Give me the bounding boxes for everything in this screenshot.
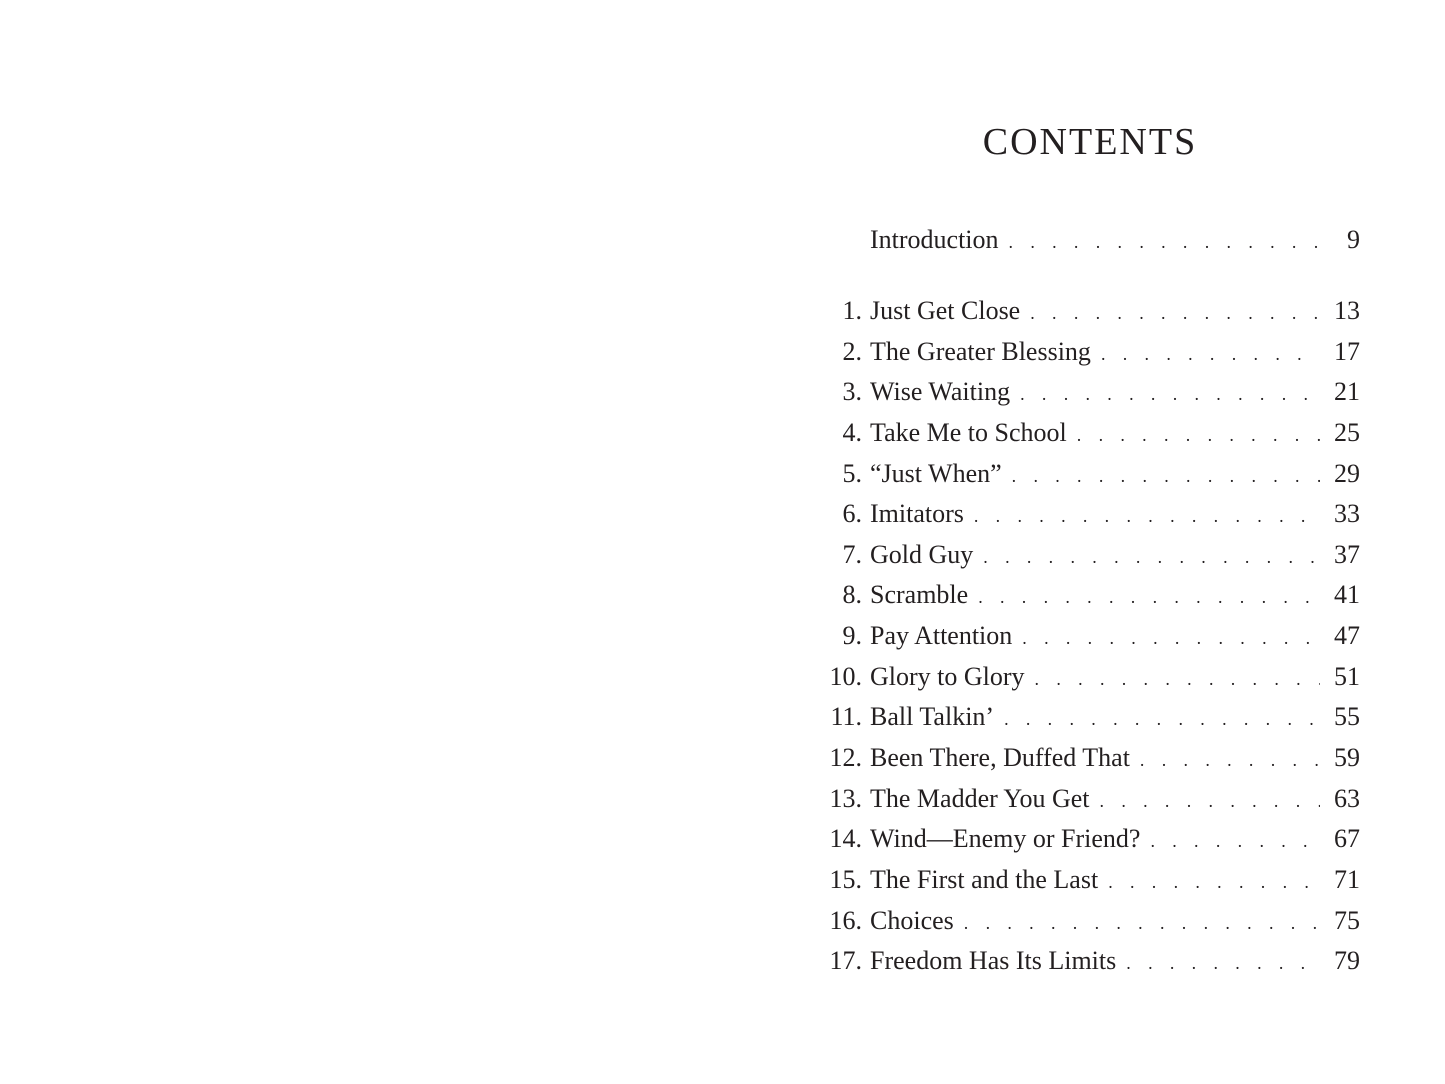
toc-entry-label: Pay Attention [870,621,1013,650]
toc-entry [820,741,1360,775]
toc-entry-page: 9 [1347,225,1360,254]
toc-entry-page: 25 [1334,418,1360,447]
dot-leader [1126,946,1320,980]
dot-leader [1012,459,1320,493]
toc-entry-page: 37 [1334,540,1360,569]
toc-entry-label: Take Me to School [870,418,1067,447]
toc-entry-number: 5. [842,459,862,488]
toc-entry [820,416,1360,450]
toc-entry-number: 2. [842,337,862,366]
toc-entry-number: 7. [842,540,862,569]
toc-entry-introduction [820,223,1360,257]
toc-entry-label: “Just When” [870,459,1002,488]
toc-entry-page: 75 [1334,906,1360,935]
toc-entry-number: 14. [829,824,862,853]
dot-leader [1004,702,1320,736]
dot-leader [1009,225,1320,259]
toc-entry [820,782,1360,816]
toc-entry-page: 59 [1334,743,1360,772]
toc-entry-label: Gold Guy [870,540,974,569]
toc-entry-page: 71 [1334,865,1360,894]
toc-entry-page: 13 [1334,296,1360,325]
toc-entry [820,335,1360,369]
toc-entry-page: 63 [1334,784,1360,813]
dot-leader [974,499,1320,533]
toc-entry-number: 9. [842,621,862,650]
dot-leader [1035,662,1320,696]
toc-entry [820,375,1360,409]
toc-entry-label: Introduction [870,225,999,254]
toc-entry-page: 67 [1334,824,1360,853]
dot-leader [978,580,1320,614]
toc-entry-label: Scramble [870,580,969,609]
toc-entry [820,660,1360,694]
toc-entry-page: 51 [1334,662,1360,691]
toc-entry-number: 17. [829,946,862,975]
toc-entry-number: 11. [830,702,862,731]
toc-entry-label: Been There, Duffed That [870,743,1130,772]
toc-entry-number: 15. [829,865,862,894]
dot-leader [1108,865,1320,899]
toc-entry-label: Freedom Has Its Limits [870,946,1117,975]
toc-entry-number: 16. [829,906,862,935]
left-page-blank [0,0,722,1084]
toc-entry [820,863,1360,897]
toc-entry-page: 29 [1334,459,1360,488]
toc-entry-page: 21 [1334,377,1360,406]
dot-leader [1150,824,1320,858]
dot-leader [1022,621,1320,655]
dot-leader [964,906,1320,940]
toc-entry-number: 12. [829,743,862,772]
dot-leader [1100,784,1320,818]
dot-leader [1077,418,1320,452]
toc-entry-number: 13. [829,784,862,813]
toc-entry [820,578,1360,612]
toc-entry [820,538,1360,572]
toc-entry-page: 17 [1334,337,1360,366]
toc-entry-label: Wise Waiting [870,377,1011,406]
toc-entry-label: Imitators [870,499,964,528]
toc-entry-label: The Greater Blessing [870,337,1091,366]
toc-entry [820,700,1360,734]
toc-entry-number: 3. [842,377,862,406]
toc-entry-page: 79 [1334,946,1360,975]
toc-entry-page: 55 [1334,702,1360,731]
toc-entry-label: Choices [870,906,954,935]
toc-entry-number: 1. [842,296,862,325]
toc-entry-number: 6. [842,499,862,528]
toc-entry-label: The First and the Last [870,865,1099,894]
toc-entry-label: Just Get Close [870,296,1021,325]
toc-entry [820,457,1360,491]
toc-entry-number: 8. [842,580,862,609]
toc-entry [820,944,1360,978]
contents-title: CONTENTS [982,121,1198,163]
toc-entry-label: Glory to Glory [870,662,1025,691]
dot-leader [1020,377,1320,411]
toc-entry-page: 33 [1334,499,1360,528]
toc-entry [820,904,1360,938]
toc-entry-number: 4. [842,418,862,447]
toc-entry [820,294,1360,328]
toc-entry-page: 47 [1334,621,1360,650]
dot-leader [1140,743,1320,777]
toc-entry-page: 41 [1334,580,1360,609]
dot-leader [1030,296,1320,330]
toc-entry-number: 10. [829,662,862,691]
toc-entry [820,619,1360,653]
dot-leader [1101,337,1320,371]
toc-entry [820,822,1360,856]
dot-leader [983,540,1320,574]
toc-entry-label: Wind—Enemy or Friend? [870,824,1141,853]
toc-entry-label: Ball Talkin’ [870,702,995,731]
toc-entry [820,497,1360,531]
toc-entry-label: The Madder You Get [870,784,1090,813]
